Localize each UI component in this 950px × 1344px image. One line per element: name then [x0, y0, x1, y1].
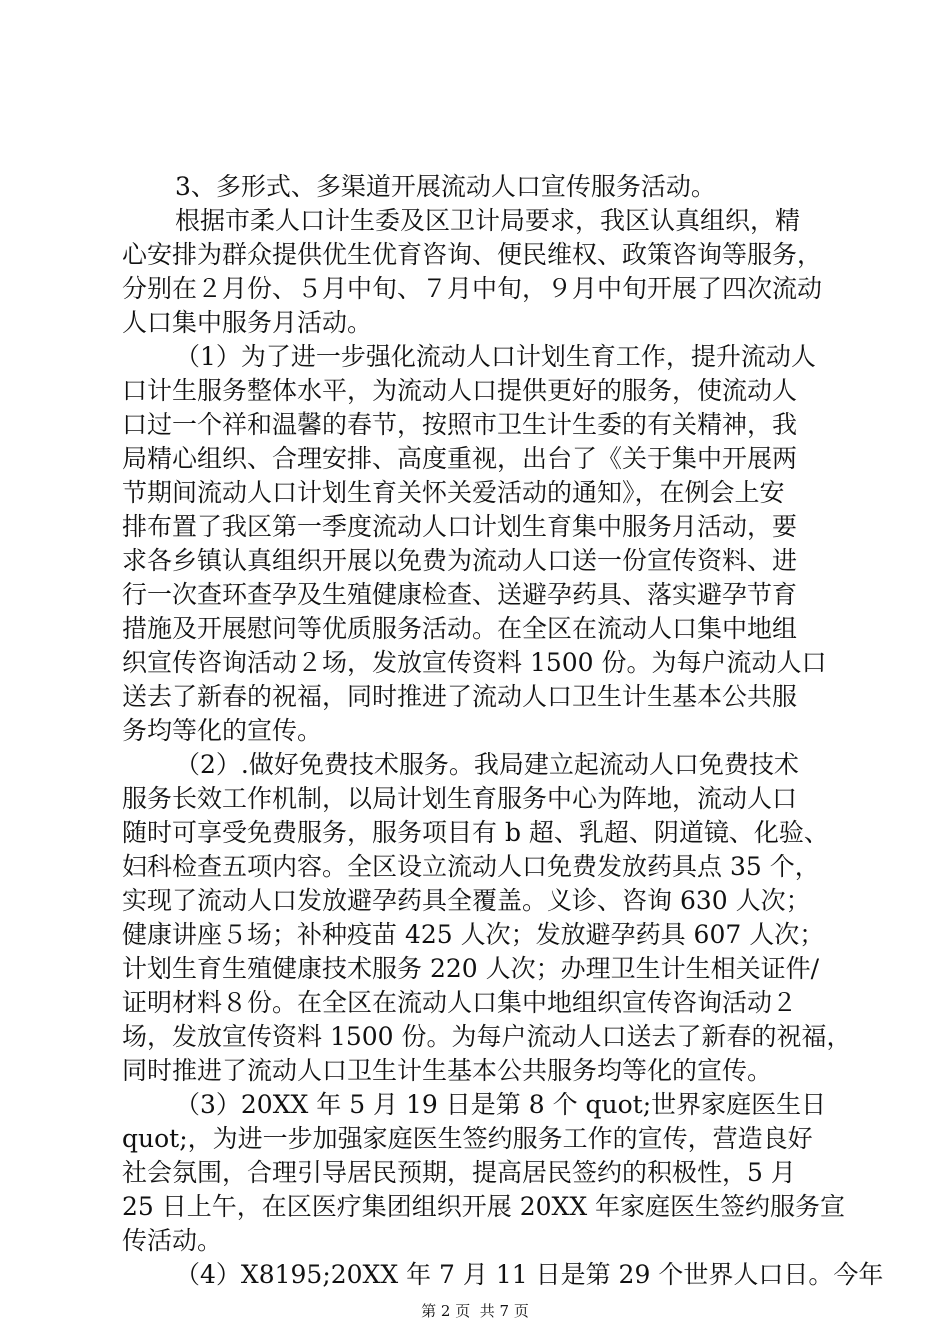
text-line: 人口集中服务月活动。	[122, 308, 373, 337]
text-line: 传活动。	[122, 1226, 223, 1255]
text-line: 证明材料８份。在全区在流动人口集中地组织宣传咨询活动２	[122, 988, 798, 1017]
text-line: 25 日上午，在区医疗集团组织开展 20XX 年家庭医生签约服务宣	[122, 1192, 846, 1221]
text-line: 妇科检查五项内容。全区设立流动人口免费发放药具点 35 个，	[122, 852, 820, 881]
text-line: 根据市柔人口计生委及区卫计局要求，我区认真组织，精	[175, 206, 801, 235]
text-line: 局精心组织、合理安排、高度重视，出台了《关于集中开展两	[122, 444, 798, 473]
text-line: 健康讲座５场；补种疫苗 425 人次；发放避孕药具 607 人次；	[122, 920, 825, 949]
text-line: 措施及开展慰问等优质服务活动。在全区在流动人口集中地组	[122, 614, 798, 643]
section-heading: 3、多形式、多渠道开展流动人口宣传服务活动。	[175, 172, 716, 201]
text-line: 务均等化的宣传。	[122, 716, 323, 745]
text-line: 实现了流动人口发放避孕药具全覆盖。义诊、咨询 630 人次；	[122, 886, 811, 915]
page-footer: 第 2 页 共 7 页	[421, 1302, 529, 1320]
text-line: 送去了新春的祝福，同时推进了流动人口卫生计生基本公共服	[122, 682, 798, 711]
text-line: 口过一个祥和温馨的春节，按照市卫生计生委的有关精神，我	[122, 410, 798, 439]
text-line: 社会氛围，合理引导居民预期，提高居民签约的积极性，5 月	[122, 1158, 796, 1187]
text-line: 行一次查环查孕及生殖健康检查、送避孕药具、落实避孕节育	[122, 580, 798, 609]
text-line: 随时可享受免费服务，服务项目有 b 超、乳超、阴道镜、化验、	[122, 818, 829, 847]
text-line: （4）X8195;20XX 年 7 月 11 日是第 29 个世界人口日。今年	[175, 1260, 884, 1289]
text-line: 织宣传咨询活动２场，发放宣传资料 1500 份。为每户流动人口	[122, 648, 827, 677]
text-line: 口计生服务整体水平，为流动人口提供更好的服务，使流动人	[122, 376, 798, 405]
text-line: 心安排为群众提供优生优育咨询、便民维权、政策咨询等服务，	[122, 240, 823, 269]
text-line: （2）.做好免费技术服务。我局建立起流动人口免费技术	[175, 750, 799, 779]
text-line: quot;，为进一步加强家庭医生签约服务工作的宣传，营造良好	[122, 1124, 813, 1153]
text-line: 节期间流动人口计划生育关怀关爱活动的通知》，在例会上安	[122, 478, 785, 507]
text-line: 求各乡镇认真组织开展以免费为流动人口送一份宣传资料、进	[122, 546, 798, 575]
text-line: 排布置了我区第一季度流动人口计划生育集中服务月活动，要	[122, 512, 798, 541]
text-line: 同时推进了流动人口卫生计生基本公共服务均等化的宣传。	[122, 1056, 773, 1085]
text-line: （3）20XX 年 5 月 19 日是第 8 个 quot;世界家庭医生日	[175, 1090, 827, 1119]
text-line: （1）为了进一步强化流动人口计划生育工作，提升流动人	[175, 342, 816, 371]
text-line: 场，发放宣传资料 1500 份。为每户流动人口送去了新春的祝福，	[122, 1022, 852, 1051]
text-line: 分别在２月份、５月中旬、７月中旬，９月中旬开展了四次流动	[122, 274, 823, 303]
text-line: 计划生育生殖健康技术服务 220 人次；办理卫生计生相关证件/	[122, 954, 820, 983]
text-line: 服务长效工作机制，以局计划生育服务中心为阵地，流动人口	[122, 784, 798, 813]
